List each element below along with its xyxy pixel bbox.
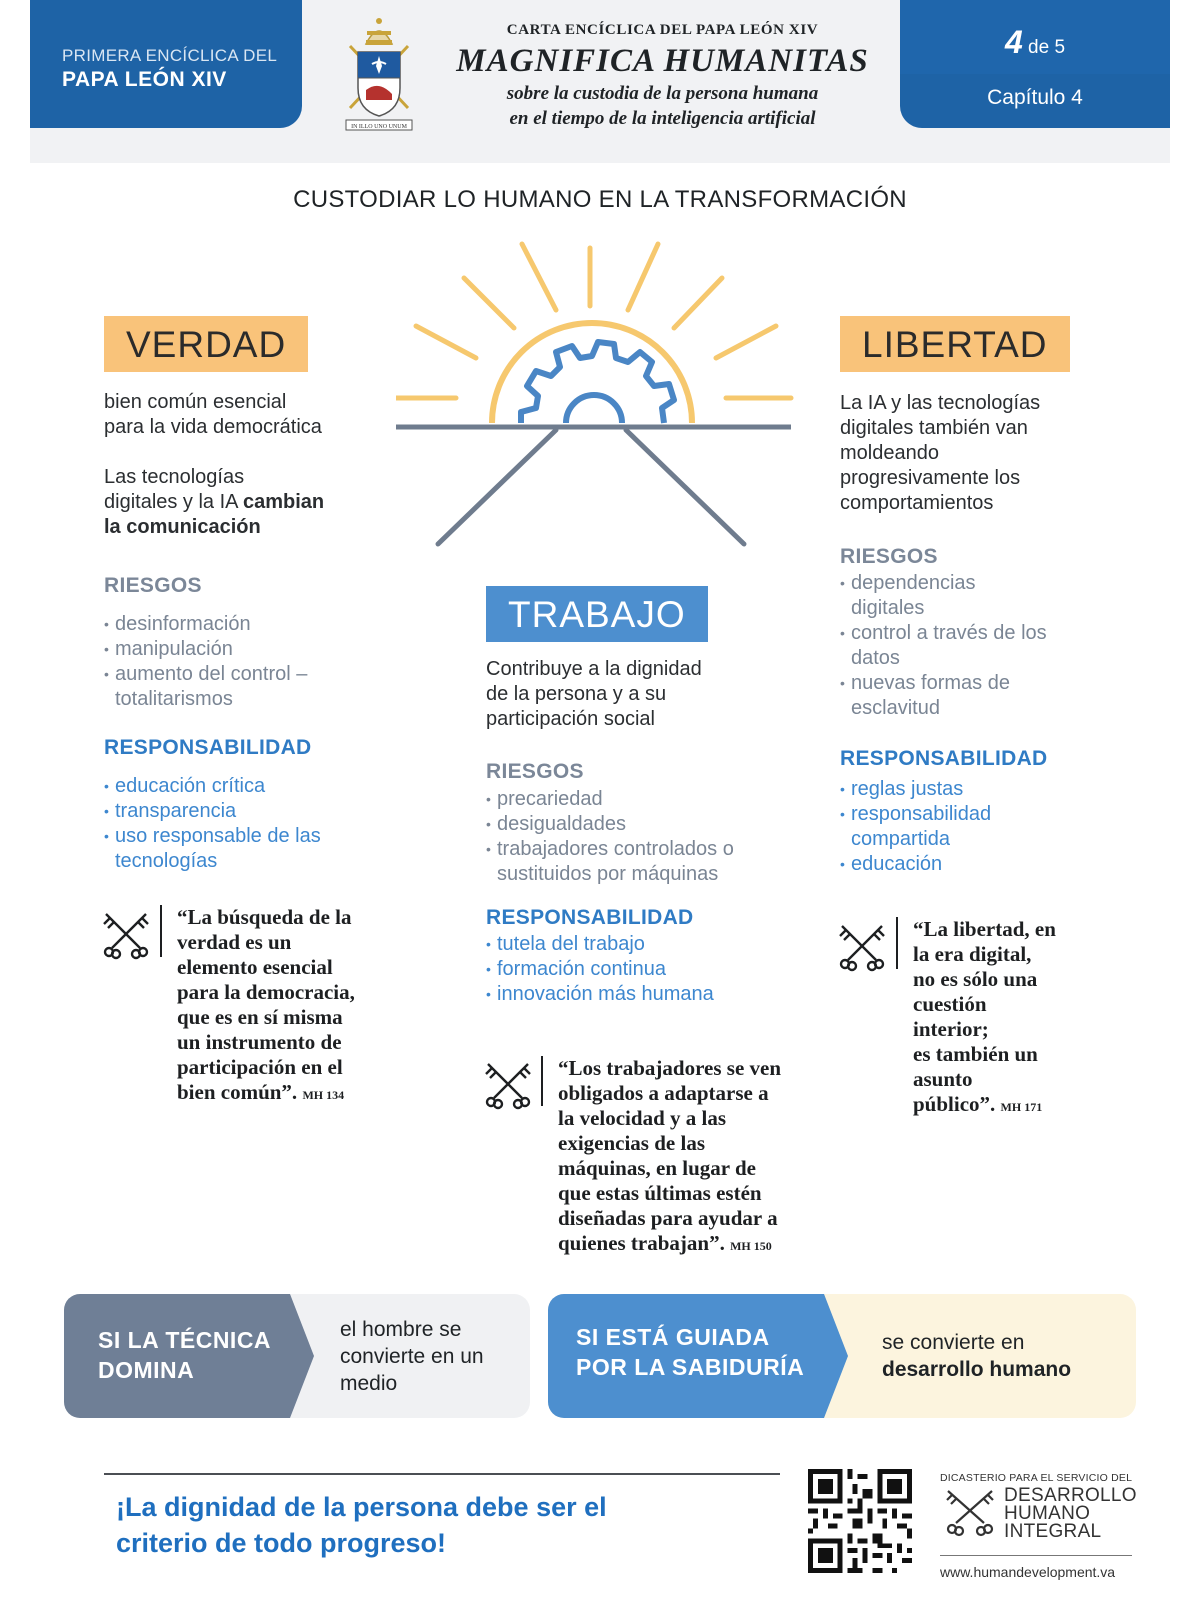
- page-counter: [900, 24, 1170, 61]
- trabajo-resp-heading: RESPONSABILIDAD: [486, 906, 694, 929]
- banner-right-tail-line1: se convierte en: [882, 1331, 1025, 1354]
- dicastery-name-line1: DESARROLLO: [1004, 1485, 1137, 1506]
- quote-line: diseñadas para ayudar a: [558, 1206, 778, 1230]
- quote-line: “Los trabajadores se ven: [558, 1056, 782, 1080]
- quote-line: es también un: [913, 1042, 1038, 1066]
- list-item: • trabajadores controlados o: [486, 837, 786, 862]
- crossed-keys-icon: [482, 1058, 534, 1110]
- libertad-quote: [913, 917, 1093, 1120]
- list-item-continuation: totalitarismos: [115, 688, 233, 710]
- trabajo-intro-line: Contribuye a la dignidad: [486, 658, 702, 680]
- footer-divider: [104, 1473, 780, 1475]
- list-item: • control a través de los: [840, 621, 1140, 646]
- trabajo-intro-line: participación social: [486, 708, 655, 730]
- list-item-continuation: datos: [851, 647, 900, 669]
- list-item: • nuevas formas de: [840, 671, 1140, 696]
- verdad-tech-text: [104, 465, 384, 540]
- road-lines-icon: [438, 430, 744, 544]
- banner-left-tail-line3: medio: [340, 1371, 398, 1395]
- quote-divider: [541, 1056, 543, 1106]
- banner-technique-dominates: [64, 1294, 530, 1418]
- quote-line: público”.: [913, 1092, 996, 1116]
- libertad-risks-list: [840, 571, 1140, 721]
- trabajo-intro-line: de la persona y a su: [486, 683, 667, 705]
- list-item-continuation: esclavitud: [851, 697, 940, 719]
- main-title: CUSTODIAR LO HUMANO EN LA TRANSFORMACIÓN: [293, 186, 907, 213]
- header-left-line1: PRIMERA ENCÍCLICA DEL: [62, 46, 278, 65]
- verdad-risks-list: [104, 612, 394, 712]
- trabajo-quote: [558, 1056, 828, 1259]
- libertad-intro: [840, 391, 1120, 516]
- libertad-intro-line: digitales también van: [840, 417, 1028, 439]
- banner-right-head-line1: SI ESTÁ GUIADA: [576, 1324, 770, 1350]
- banner-right-tail: [882, 1294, 1132, 1418]
- banner-left-tail: [340, 1294, 530, 1418]
- verdad-title: VERDAD: [104, 316, 308, 372]
- trabajo-risks-list: [486, 787, 786, 887]
- banner-right-head-line2: POR LA SABIDURÍA: [576, 1354, 805, 1380]
- footer-message-line1: ¡La dignidad de la persona debe ser el: [116, 1492, 607, 1522]
- papal-coat-of-arms-icon: [336, 16, 422, 136]
- libertad-intro-line: La IA y las tecnologías: [840, 392, 1041, 414]
- header-right-panel: [900, 0, 1170, 128]
- list-item: • manipulación: [104, 637, 394, 662]
- quote-line: interior;: [913, 1017, 989, 1041]
- quote-line: participación en el: [177, 1055, 343, 1079]
- trabajo-risks-heading: RIESGOS: [486, 760, 584, 783]
- trabajo-intro: [486, 657, 776, 732]
- list-item: • precariedad: [486, 787, 786, 812]
- verdad-tech-line2-bold: cambian: [242, 491, 325, 513]
- list-item: • formación continua: [486, 957, 786, 982]
- quote-line: exigencias de las: [558, 1131, 705, 1155]
- list-item: • transparencia: [104, 799, 394, 824]
- gear-icon: [521, 342, 674, 423]
- quote-line: que estas últimas estén: [558, 1181, 762, 1205]
- banner-left-tail-line1: el hombre se: [340, 1317, 462, 1341]
- list-item: • tutela del trabajo: [486, 932, 786, 957]
- verdad-quote: [177, 905, 392, 1108]
- page-current: 4: [1004, 24, 1023, 60]
- list-item: • reglas justas: [840, 777, 1140, 802]
- dicastery-small-label: DICASTERIO PARA EL SERVICIO DEL: [940, 1472, 1133, 1484]
- quote-line-last: [913, 1092, 1093, 1120]
- libertad-resp-heading: RESPONSABILIDAD: [840, 747, 1048, 770]
- chapter-label: Capítulo 4: [987, 86, 1083, 109]
- quote-line: máquinas, en lugar de: [558, 1156, 756, 1180]
- encyclical-title: MAGNIFICA HUMANITAS: [456, 43, 869, 79]
- libertad-intro-line: moldeando: [840, 442, 939, 464]
- quote-line: asunto: [913, 1067, 973, 1091]
- list-item: • educación crítica: [104, 774, 394, 799]
- list-item: • responsabilidad: [840, 802, 1140, 827]
- list-item: • educación: [840, 852, 1140, 877]
- header-left-panel: [30, 0, 302, 128]
- banner-left-tail-line2: convierte en un: [340, 1344, 484, 1368]
- encyclical-subtitle-line1: sobre la custodia de la persona humana: [506, 83, 819, 104]
- list-item: • uso responsable de las: [104, 824, 394, 849]
- quote-line-last: [558, 1231, 828, 1259]
- banner-left-head-line2: DOMINA: [98, 1357, 195, 1383]
- website-link[interactable]: www.humandevelopment.va: [940, 1564, 1116, 1580]
- crest-motto: IN ILLO UNO UNUM: [351, 124, 407, 130]
- dicastery-keys-icon: [942, 1487, 998, 1537]
- quote-line-last: [177, 1080, 392, 1108]
- banner-left-head-line1: SI LA TÉCNICA: [98, 1327, 272, 1353]
- libertad-title: LIBERTAD: [840, 316, 1070, 372]
- qr-code-icon[interactable]: [808, 1469, 912, 1573]
- libertad-resp-list: [840, 777, 1140, 877]
- libertad-intro-line: progresivamente los: [840, 467, 1021, 489]
- quote-line: elemento esencial: [177, 955, 333, 979]
- trabajo-title: TRABAJO: [486, 586, 708, 642]
- verdad-tech-line1: Las tecnologías: [104, 466, 245, 488]
- verdad-tech-line2: [104, 490, 384, 515]
- libertad-intro-line: comportamientos: [840, 492, 994, 514]
- banner-guided-by-wisdom: [548, 1294, 1136, 1418]
- quote-line: la velocidad y a las: [558, 1106, 727, 1130]
- sunrise-gear-illustration: [396, 240, 806, 560]
- list-item-continuation: digitales: [851, 597, 925, 619]
- quote-line: “La búsqueda de la: [177, 905, 352, 929]
- list-item: • innovación más humana: [486, 982, 786, 1007]
- dicastery-name-line3: INTEGRAL: [1004, 1521, 1102, 1542]
- trabajo-resp-list: [486, 932, 786, 1007]
- quote-reference: MH 134: [302, 1088, 345, 1102]
- quote-line: que es en sí misma: [177, 1005, 343, 1029]
- dicastery-divider: [940, 1555, 1132, 1556]
- quote-line: cuestión: [913, 992, 987, 1016]
- quote-line: un instrumento de: [177, 1030, 342, 1054]
- list-item-continuation: tecnologías: [115, 850, 218, 872]
- quote-line: no es sólo una: [913, 967, 1038, 991]
- encyclical-title-block: [445, 22, 880, 130]
- dicastery-name-line2: HUMANO: [1004, 1503, 1091, 1524]
- page-of: de 5: [1028, 37, 1066, 58]
- list-item-continuation: sustituidos por máquinas: [497, 863, 719, 885]
- list-item: • desinformación: [104, 612, 394, 637]
- verdad-intro: [104, 390, 374, 440]
- list-item: • desigualdades: [486, 812, 786, 837]
- quote-line: “La libertad, en: [913, 917, 1056, 941]
- verdad-resp-list: [104, 774, 394, 874]
- list-item: • dependencias: [840, 571, 1140, 596]
- quote-reference: MH 171: [1000, 1100, 1043, 1114]
- libertad-risks-heading: RIESGOS: [840, 545, 938, 568]
- list-item: • aumento del control –: [104, 662, 394, 687]
- encyclical-subtitle-line2: en el tiempo de la inteligencia artificial: [509, 108, 816, 129]
- quote-line: la era digital,: [913, 942, 1032, 966]
- crossed-keys-icon: [100, 908, 152, 960]
- verdad-tech-line3: [104, 515, 384, 540]
- quote-line: quienes trabajan”.: [558, 1231, 725, 1255]
- verdad-risks-heading: RIESGOS: [104, 574, 202, 597]
- banner-right-head: [576, 1294, 841, 1418]
- dicastery-name: [1004, 1487, 1137, 1541]
- encyclical-overline: CARTA ENCÍCLICA DEL PAPA LEÓN XIV: [506, 22, 819, 38]
- crossed-keys-icon: [836, 920, 888, 972]
- verdad-intro-line2: para la vida democrática: [104, 416, 322, 438]
- list-item-continuation: compartida: [851, 828, 950, 850]
- footer-message: [116, 1489, 756, 1561]
- verdad-resp-heading: RESPONSABILIDAD: [104, 736, 312, 759]
- quote-line: verdad es un: [177, 930, 292, 954]
- quote-divider: [160, 905, 162, 957]
- verdad-intro-line1: bien común esencial: [104, 391, 287, 413]
- quote-line: obligados a adaptarse a: [558, 1081, 769, 1105]
- verdad-tech-line2-plain: digitales y la IA: [104, 491, 243, 513]
- banner-left-head: [98, 1294, 313, 1418]
- quote-line: bien común”.: [177, 1080, 298, 1104]
- footer-message-line2: criterio de todo progreso!: [116, 1528, 447, 1558]
- verdad-tech-line3-bold: la comunicación: [104, 516, 261, 538]
- quote-divider: [896, 917, 898, 969]
- header-left-line2: PAPA LEÓN XIV: [62, 68, 227, 91]
- quote-line: para la democracia,: [177, 980, 355, 1004]
- banner-right-tail-line2: desarrollo humano: [882, 1358, 1072, 1381]
- quote-reference: MH 150: [730, 1239, 772, 1253]
